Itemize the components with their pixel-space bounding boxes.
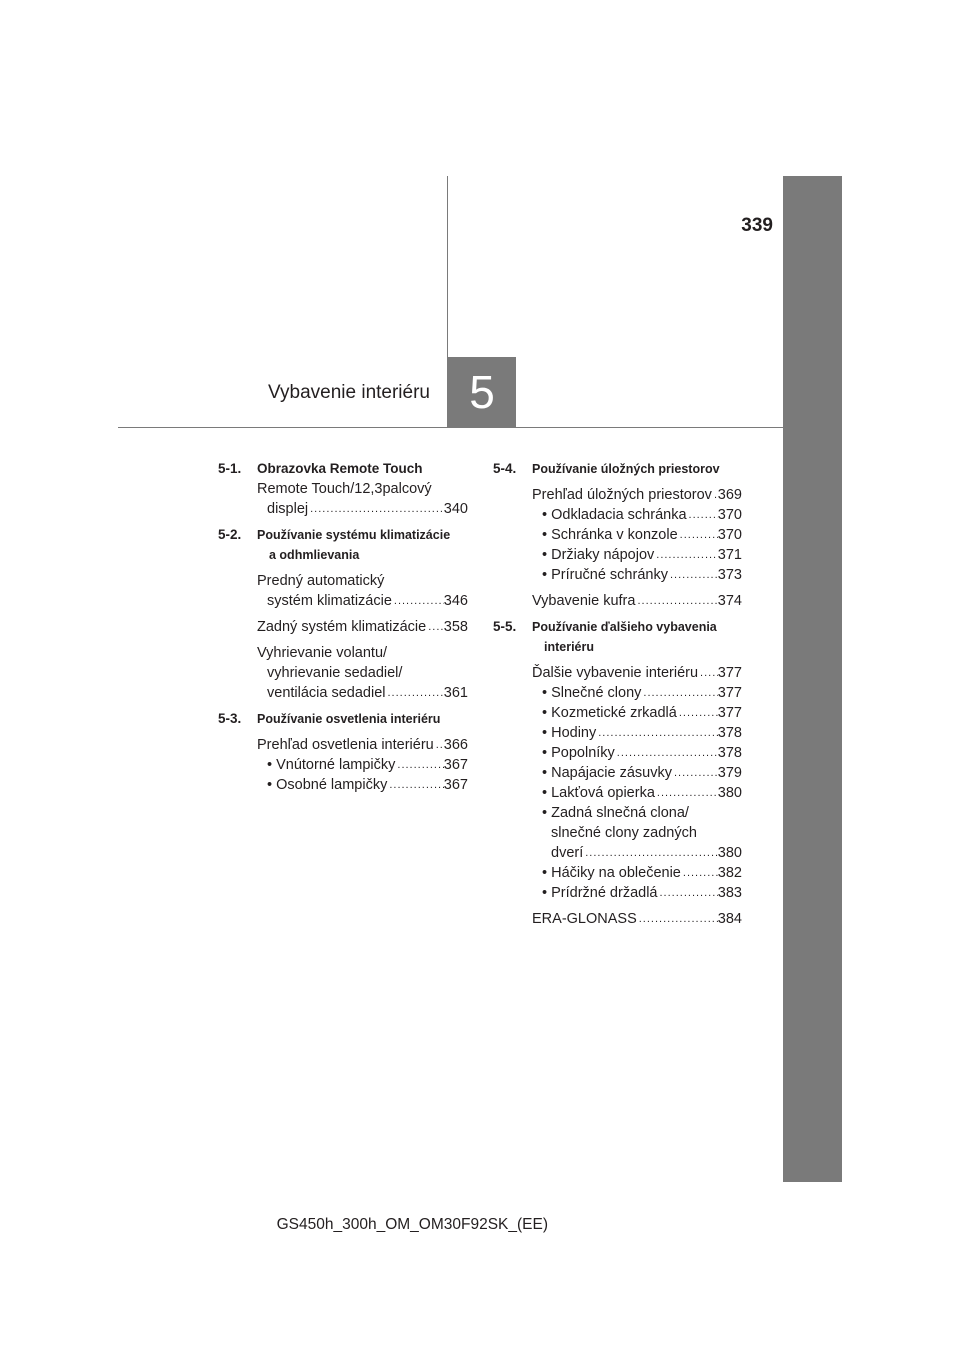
toc-entry-trunk-features[interactable]: [532, 591, 742, 611]
entry-text: • Prídržné držadlá: [542, 885, 658, 901]
entry-page: 346: [443, 593, 468, 609]
entry-page: 380: [717, 845, 742, 861]
entry-page: 384: [717, 911, 742, 927]
entry-page: 367: [443, 777, 468, 793]
entry-text: displej: [267, 501, 309, 517]
toc-entry-line: slnečné clony zadných: [551, 825, 697, 841]
section-title: Používanie osvetlenia interiéru: [257, 712, 441, 726]
dot-leader: [677, 703, 718, 723]
dot-leader: [641, 683, 717, 703]
toc-entry-other-features[interactable]: [532, 663, 742, 683]
entry-text: • Držiaky nápojov: [542, 547, 655, 563]
dot-leader: [386, 683, 444, 703]
section-title: Používanie systému klimatizácie a odhmlievania: [257, 528, 451, 562]
entry-text: systém klimatizácie: [267, 593, 392, 609]
chapter-side-tab: [783, 176, 842, 1182]
entry-text: • Kozmetické zrkadlá: [542, 705, 677, 721]
toc-entry-storage-overview[interactable]: [532, 485, 742, 505]
toc-entry-interior-lights[interactable]: [267, 755, 468, 775]
dot-leader: [392, 591, 444, 611]
toc-entry-sun-visors[interactable]: [542, 683, 742, 703]
dot-leader: [596, 723, 718, 743]
dot-leader: [615, 743, 718, 763]
entry-text: • Háčiky na oblečenie: [542, 865, 681, 881]
entry-text: • Napájacie zásuvky: [542, 765, 672, 781]
entry-text: • Hodiny: [542, 725, 597, 741]
toc-section-5-4[interactable]: [493, 459, 742, 479]
entry-page: 378: [717, 745, 742, 761]
section-number: 5-3.: [218, 711, 242, 726]
toc-section-5-2[interactable]: [218, 525, 468, 565]
entry-page: 340: [443, 501, 468, 517]
dot-leader: [387, 775, 443, 795]
toc-entry-line: Vyhrievanie volantu/: [257, 645, 388, 661]
dot-leader: [658, 883, 718, 903]
toc-section-5-3[interactable]: [218, 709, 468, 729]
toc-entry-vanity-mirrors[interactable]: [542, 703, 742, 723]
entry-page: 383: [717, 885, 742, 901]
entry-page: 373: [717, 567, 742, 583]
section-title: Používanie úložných priestorov: [532, 462, 720, 476]
entry-page: 382: [717, 865, 742, 881]
header-horizontal-rule: [118, 427, 783, 428]
entry-page: 374: [717, 593, 742, 609]
entry-page: 371: [717, 547, 742, 563]
toc-entry-line: • Zadná slnečná clona/: [542, 805, 689, 821]
entry-page: 369: [717, 487, 742, 503]
toc-entry-remote-touch[interactable]: [267, 499, 468, 519]
entry-text: • Popolníky: [542, 745, 615, 761]
section-title: Používanie ďalšieho vybavenia interiéru: [532, 620, 717, 654]
dot-leader: [395, 755, 443, 775]
dot-leader: [434, 735, 444, 755]
dot-leader: [635, 591, 717, 611]
toc-entry-cup-holders[interactable]: [542, 545, 742, 565]
entry-page: 378: [717, 725, 742, 741]
toc-entry-line: Remote Touch/12,3palcový: [257, 481, 432, 497]
entry-page: 377: [717, 685, 742, 701]
entry-page: 379: [717, 765, 742, 781]
entry-page: 367: [443, 757, 468, 773]
entry-page: 377: [717, 705, 742, 721]
dot-leader: [668, 565, 718, 585]
page-number: 339: [741, 215, 773, 236]
section-number: 5-4.: [493, 461, 517, 476]
section-number: 5-2.: [218, 527, 242, 542]
toc-entry-glove-box[interactable]: [542, 505, 742, 525]
toc-entry-heating[interactable]: [267, 683, 468, 703]
dot-leader: [698, 663, 718, 683]
toc-entry-rear-sunshade[interactable]: [551, 843, 742, 863]
dot-leader: [426, 617, 444, 637]
toc-entry-assist-grips[interactable]: [542, 883, 742, 903]
toc-column-right: [493, 459, 742, 929]
toc-entry-clock[interactable]: [542, 723, 742, 743]
dot-leader: [678, 525, 718, 545]
entry-text: Prehľad úložných priestorov: [532, 487, 712, 503]
toc-entry-era-glonass[interactable]: [532, 909, 742, 929]
entry-text: Ďalšie vybavenie interiéru: [532, 665, 699, 681]
entry-text: Vybavenie kufra: [532, 593, 636, 609]
dot-leader: [637, 909, 718, 929]
toc-section-5-1[interactable]: [218, 459, 468, 479]
section-title: Obrazovka Remote Touch: [257, 461, 423, 476]
entry-text: • Schránka v konzole: [542, 527, 678, 543]
entry-text: Prehľad osvetlenia interiéru: [257, 737, 434, 753]
entry-text: ventilácia sedadiel: [267, 685, 386, 701]
dot-leader: [583, 843, 718, 863]
entry-text: • Osobné lampičky: [267, 777, 388, 793]
entry-text: • Odkladacia schránka: [542, 507, 687, 523]
entry-page: 358: [443, 619, 468, 635]
toc-entry-coat-hooks[interactable]: [542, 863, 742, 883]
section-number: 5-5.: [493, 619, 517, 634]
entry-text: • Lakťová opierka: [542, 785, 655, 801]
toc-entry-lighting-overview[interactable]: [257, 735, 468, 755]
toc-entry-front-climate[interactable]: [267, 591, 468, 611]
dot-leader: [672, 763, 718, 783]
dot-leader: [681, 863, 718, 883]
toc-entry-personal-lights[interactable]: [267, 775, 468, 795]
chapter-title: Vybavenie interiéru: [268, 382, 430, 403]
dot-leader: [655, 783, 718, 803]
entry-text: Zadný systém klimatizácie: [257, 619, 427, 635]
toc-entry-ashtrays[interactable]: [542, 743, 742, 763]
entry-page: 361: [443, 685, 468, 701]
toc-entry-armrest[interactable]: [542, 783, 742, 803]
entry-page: 370: [717, 527, 742, 543]
toc-section-5-5[interactable]: [493, 617, 742, 657]
dot-leader: [654, 545, 718, 565]
entry-page: 380: [717, 785, 742, 801]
entry-text: • Príručné schránky: [542, 567, 668, 583]
chapter-number-badge: 5: [448, 357, 516, 427]
section-number: 5-1.: [218, 461, 242, 476]
toc-column-left: [218, 459, 468, 795]
toc-entry-line: vyhrievanie sedadiel/: [267, 665, 403, 681]
toc-entry-line: Predný automatický: [257, 573, 385, 589]
toc-entry-auxiliary-boxes[interactable]: [542, 565, 742, 585]
entry-page: 366: [443, 737, 468, 753]
toc-entry-power-outlets[interactable]: [542, 763, 742, 783]
dot-leader: [687, 505, 718, 525]
entry-page: 370: [717, 507, 742, 523]
entry-text: • Slnečné clony: [542, 685, 642, 701]
entry-text: ERA-GLONASS: [532, 911, 637, 927]
toc-entry-console-box[interactable]: [542, 525, 742, 545]
document-code: GS450h_300h_OM_OM30F92SK_(EE): [276, 1216, 548, 1233]
entry-page: 377: [717, 665, 742, 681]
entry-text: dverí: [551, 845, 584, 861]
entry-text: • Vnútorné lampičky: [267, 757, 396, 773]
toc-entry-rear-climate[interactable]: [257, 617, 468, 637]
dot-leader: [308, 499, 444, 519]
